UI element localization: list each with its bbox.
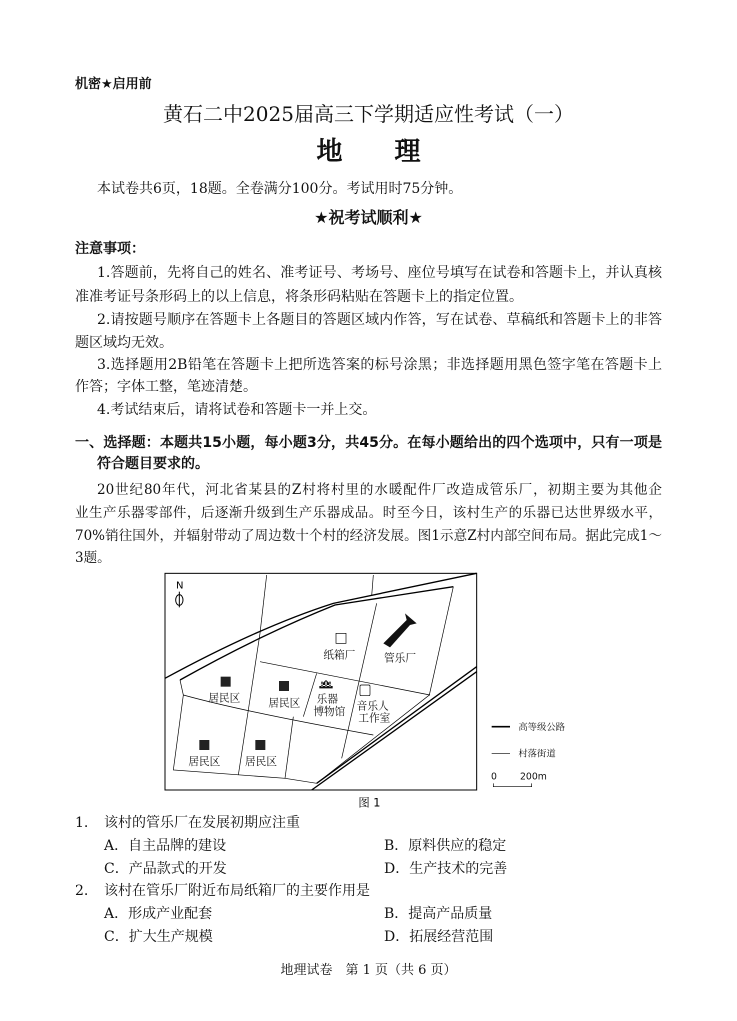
notice-line: 题区域均无效。: [75, 335, 173, 351]
label-carton-factory: 纸箱厂: [323, 648, 356, 662]
label-museum: 博物馆: [313, 705, 346, 718]
confidential-label: 机密★启用前: [75, 77, 152, 92]
scale-distance: 200m: [520, 771, 547, 783]
passage-line: 3题。: [75, 550, 111, 566]
exam-info: 本试卷共6页，18题。全卷满分100分。考试用时75分钟。: [97, 181, 463, 197]
subject-title: 地 理: [316, 137, 421, 167]
passage-line: 业生产乐器零部件，后逐渐升级到生产乐器成品。时至今日，该村生产的乐器已达世界级水平，: [75, 505, 662, 521]
notice-line: 准准考证号条形码上的以上信息，将条形码粘贴在答题卡上的指定位置。: [75, 289, 523, 305]
question-number: 2.: [75, 883, 89, 899]
section-heading: 一、选择题：本题共15小题，每小题3分，共45分。在每小题给出的四个选项中，只有一项是: [75, 435, 662, 451]
building-icon: [279, 681, 289, 691]
good-luck: ★祝考试顺利★: [314, 208, 423, 227]
label-studio: 工作室: [358, 711, 391, 725]
north-arrow-icon: [176, 580, 184, 607]
saxophone-icon: [383, 613, 416, 647]
label-studio: 音乐人: [356, 699, 389, 713]
label-museum: 乐器: [316, 692, 338, 706]
notice-line: 4.考试结束后，请将试卷和答题卡一并上交。: [97, 402, 377, 418]
question-stem: 该村在管乐厂附近布局纸箱厂的主要作用是: [104, 883, 370, 899]
scale-bar: [493, 783, 531, 786]
label-residential: 居民区: [188, 755, 221, 768]
option-a: A．自主品牌的建设: [104, 838, 227, 854]
label-residential: 居民区: [245, 755, 277, 768]
page-footer: 地理试卷 第 1 页（共 6 页）: [280, 963, 457, 978]
exam-title: 黄石二中2025届高三下学期适应性考试（一）: [163, 102, 574, 126]
scale-zero: 0: [491, 771, 497, 783]
carton-icon: [336, 633, 346, 643]
section-heading: 符合题目要求的。: [97, 456, 209, 472]
question-number: 1.: [75, 815, 89, 831]
building-icon: [221, 677, 231, 687]
option-d: D．拓展经营范围: [384, 929, 494, 945]
label-residential: 居民区: [268, 696, 301, 710]
notice-line: 2.请按题号顺序在答题卡上各题目的答题区域内作答，写在试卷、草稿纸和答题卡上的非答: [97, 312, 662, 328]
option-b: B．原料供应的稳定: [384, 838, 507, 854]
streets: [173, 575, 453, 783]
studio-icon: [360, 685, 370, 696]
passage-line: 70%销往国外，并辐射带动了周边数十个村的经济发展。图1示意Z村内部空间布局。据此完成1～: [75, 528, 662, 544]
option-c: C．扩大生产规模: [104, 929, 213, 945]
museum-icon: [319, 680, 332, 688]
option-a: A．形成产业配套: [104, 906, 213, 922]
label-residential: 居民区: [208, 691, 241, 705]
label-wind-instrument-factory: 管乐厂: [384, 651, 416, 665]
option-b: B．提高产品质量: [384, 906, 493, 922]
building-icon: [255, 740, 265, 750]
notice-heading: 注意事项：: [75, 241, 145, 257]
village-map: [160, 570, 590, 810]
building-icon: [199, 740, 209, 750]
option-c: C．产品款式的开发: [104, 861, 227, 877]
notice-line: 1.答题前，先将自己的姓名、准考证号、考场号、座位号填写在试卷和答题卡上，并认真核: [97, 265, 662, 281]
question-stem: 该村的管乐厂在发展初期应注重: [104, 815, 300, 831]
notice-line: 作答；字体工整，笔迹清楚。: [75, 379, 257, 395]
legend-highway: 高等级公路: [518, 722, 565, 733]
legend-street: 村落街道: [518, 748, 556, 760]
north-label: N: [176, 580, 184, 592]
passage-line: 20世纪80年代，河北省某县的Z村将村里的水暖配件厂改造成管乐厂，初期主要为其他企: [97, 482, 662, 498]
option-d: D．生产技术的完善: [384, 861, 508, 877]
notice-line: 3.选择题用2B铅笔在答题卡上把所选答案的标号涂黑；非选择题用黑色签字笔在答题卡上: [97, 357, 662, 373]
figure-caption: 图 1: [358, 795, 381, 810]
